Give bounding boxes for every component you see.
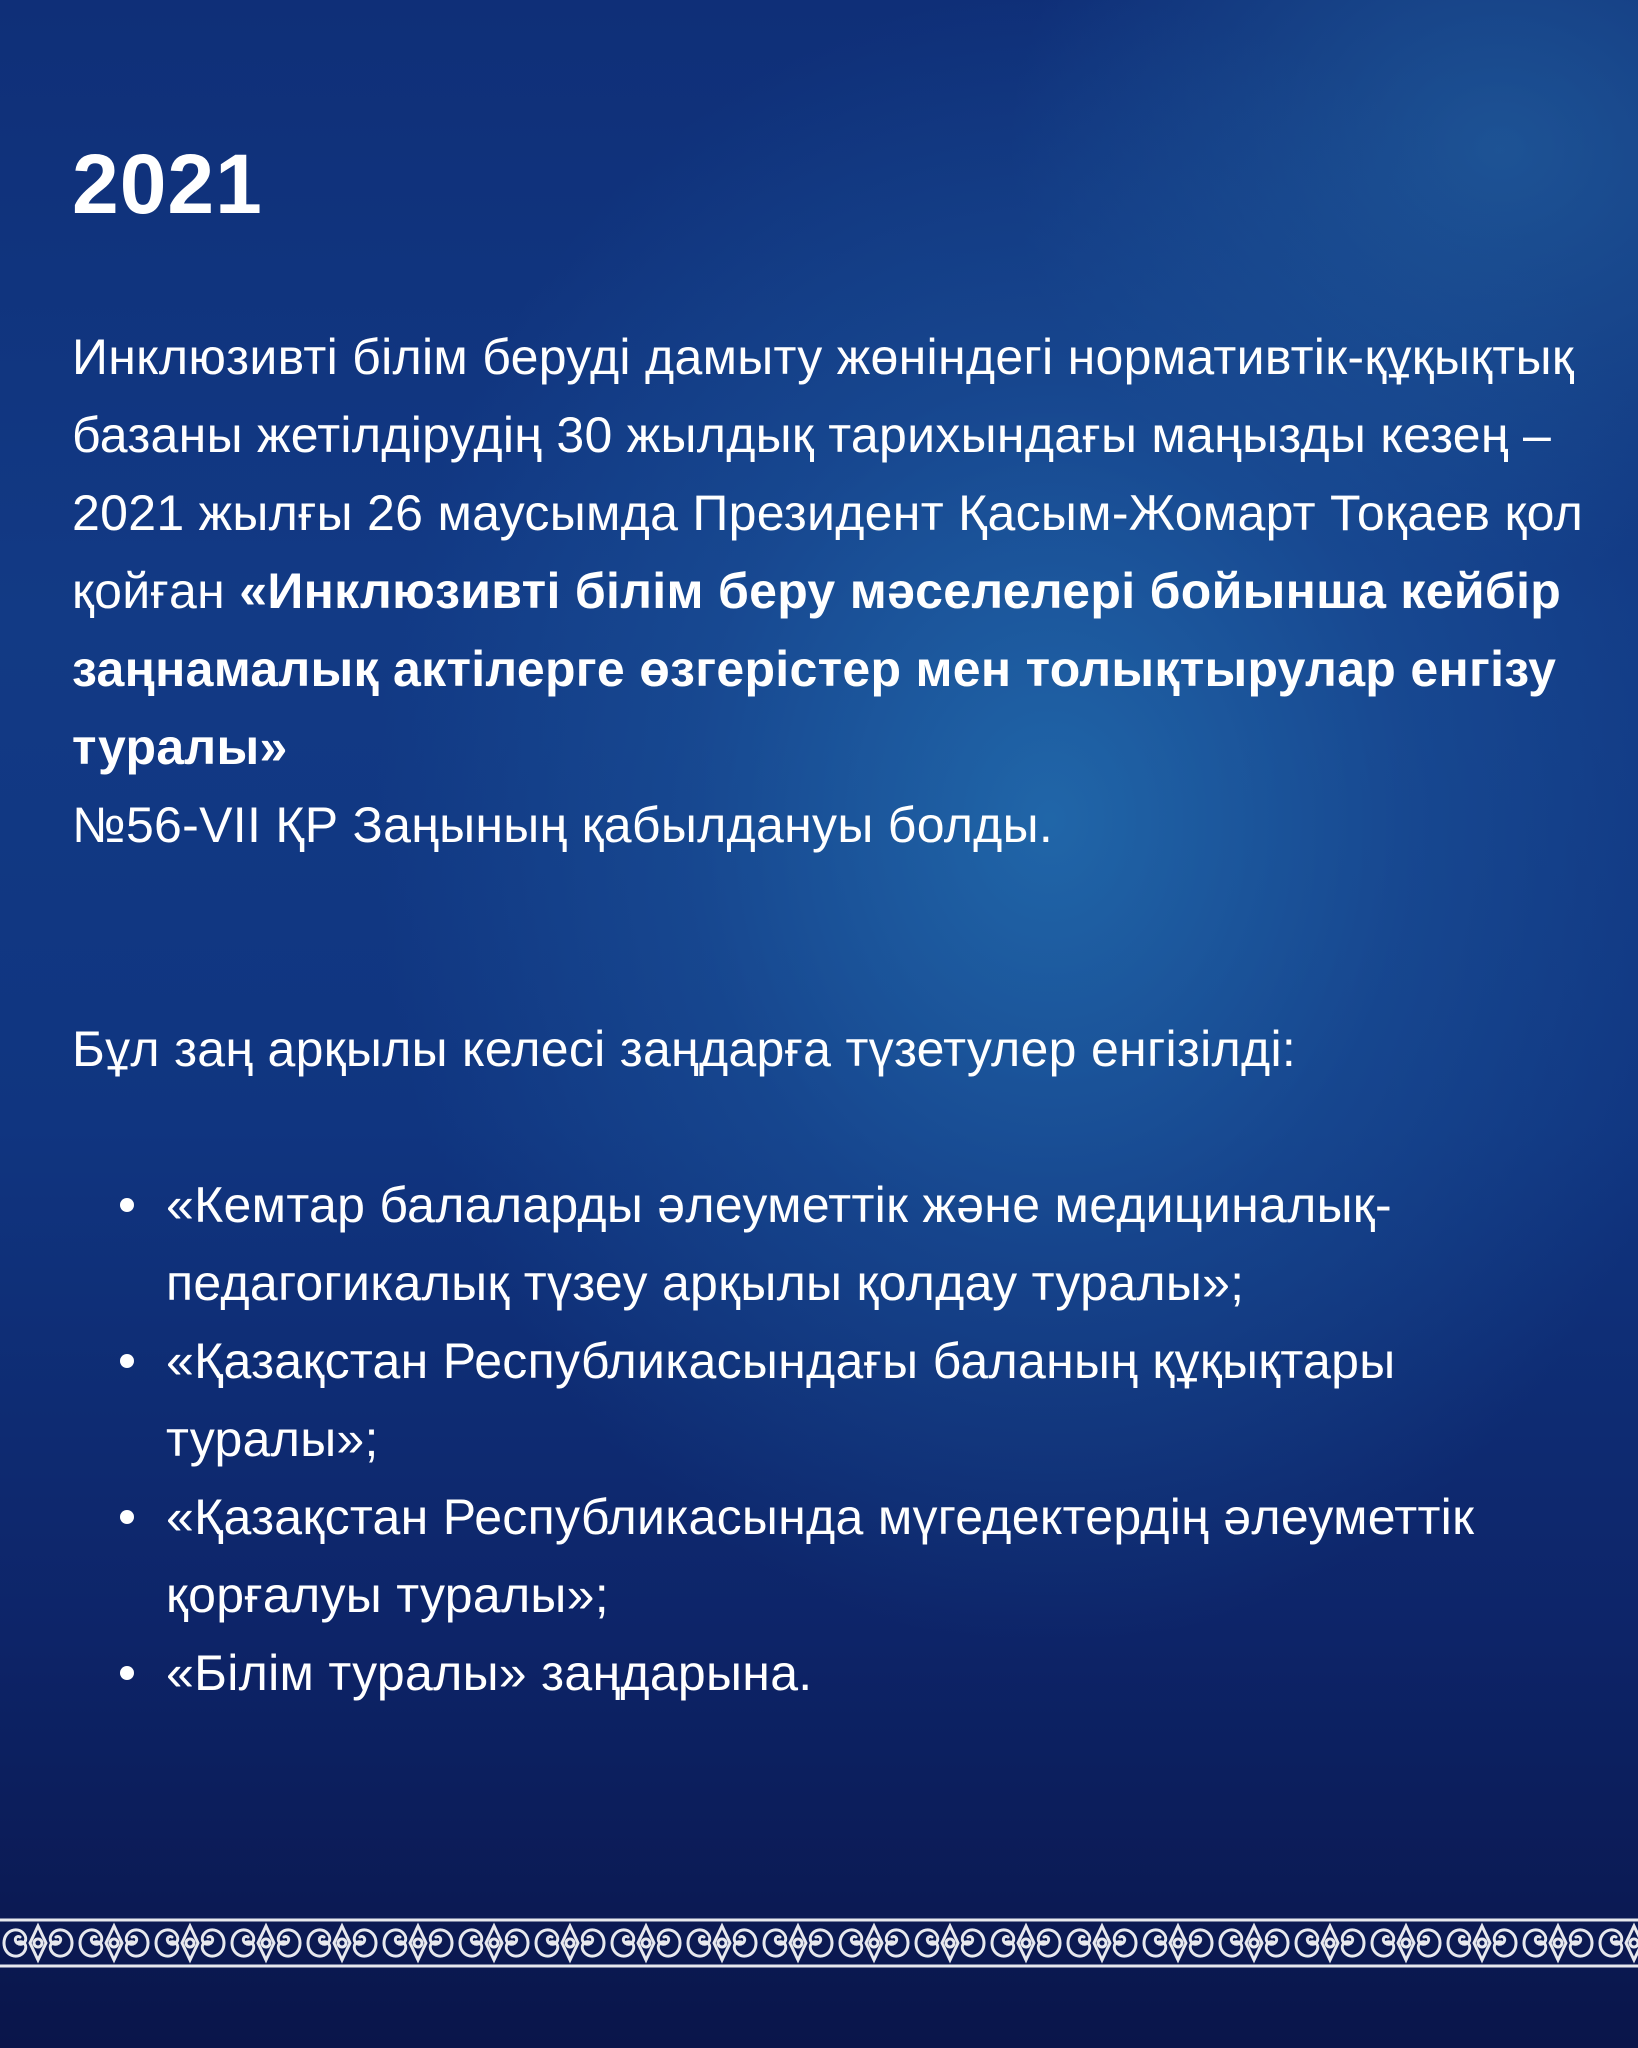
amended-laws-list <box>72 1166 1532 1712</box>
law-list-item <box>72 1322 1532 1478</box>
year-heading: 2021 <box>72 137 263 231</box>
intro-paragraph <box>72 318 1592 864</box>
law-item-text: «Білім туралы» заңдарына. <box>166 1645 813 1701</box>
ornament-border <box>0 1916 1638 1970</box>
amendments-note: Бұл заң арқылы келесі заңдарға түзетулер енгізілді: <box>72 1021 1297 1077</box>
law-list-item <box>72 1166 1532 1322</box>
law-list-item <box>72 1478 1532 1634</box>
bullet-dot-icon <box>120 1666 134 1680</box>
law-item-text: «Қазақстан Республикасында мүгедектердің әлеуметтік қорғалуы туралы»; <box>166 1489 1475 1623</box>
bullet-dot-icon <box>120 1198 134 1212</box>
law-list-item <box>72 1634 1532 1712</box>
bullet-dot-icon <box>120 1510 134 1524</box>
intro-text-after: №56-VII ҚР Заңының қабылдануы болды. <box>72 797 1054 853</box>
bullet-dot-icon <box>120 1354 134 1368</box>
law-item-text: «Кемтар балаларды әлеуметтік және медициналық-педагогикалық түзеу арқылы қолдау туралы»; <box>166 1177 1392 1311</box>
law-title-bold: «Инклюзивті білім беру мәселелері бойынша кейбір заңнамалық актілерге өзгерістер мен толықтырулар енгізу туралы» <box>72 563 1562 775</box>
intro-text-before: Инклюзивті білім беруді дамыту жөніндегі нормативтік-құқықтық базаны жетілдірудің 30 жылдық тарихындағы маңызды кезең – 2021 жылғы 26 маусымда Президент Қасым-Жомарт Тоқаев қол қойған <box>72 329 1584 619</box>
law-item-text: «Қазақстан Республикасындағы баланың құқықтары туралы»; <box>166 1333 1396 1467</box>
